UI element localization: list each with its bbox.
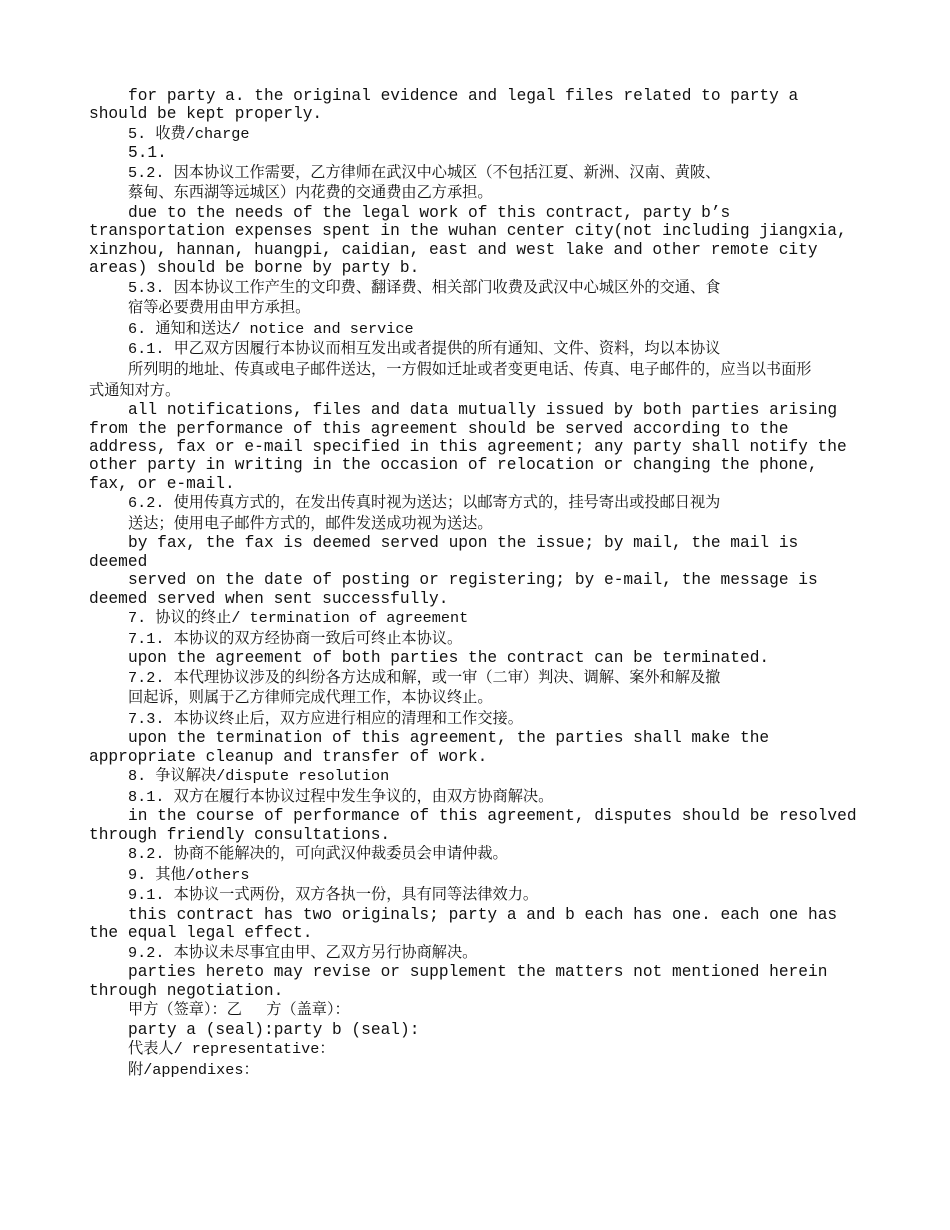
document-line: areas) should be borne by party b. — [89, 259, 420, 278]
document-line: by fax, the fax is deemed served upon the issue; by mail, the mail is — [128, 534, 799, 553]
document-line: xinzhou, hannan, huangpi, caidian, east and west lake and other remote city — [89, 240, 818, 259]
document-line: 5.3. 因本协议工作产生的文印费、翻译费、相关部门收费及武汉中心城区外的交通、食 — [128, 278, 721, 297]
document-line: fax, or e-mail. — [89, 474, 235, 493]
document-line: all notifications, files and data mutually issued by both parties arising — [128, 401, 838, 420]
document-line: 7. 协议的终止/ termination of agreement — [128, 609, 469, 628]
document-line: 9.2. 本协议未尽事宜由甲、乙双方另行协商解决。 — [128, 943, 478, 962]
document-line: 7.3. 本协议终止后，双方应进行相应的清理和工作交接。 — [128, 709, 523, 728]
document-line: 附/appendixes： — [128, 1060, 259, 1079]
document-line: 代表人/ representative： — [128, 1040, 335, 1059]
document-line: due to the needs of the legal work of this contract, party b’s — [128, 204, 731, 222]
document-line: parties hereto may revise or supplement the matters not mentioned herein — [128, 963, 828, 982]
document-line: 9.1. 本协议一式两份，双方各执一份，具有同等法律效力。 — [128, 886, 539, 905]
document-line: 7.2. 本代理协议涉及的纠纷各方达成和解，或一审（二审）判决、调解、案外和解及撤 — [128, 668, 721, 687]
document-line: 8. 争议解决/dispute resolution — [128, 767, 390, 786]
document-line: upon the agreement of both parties the contract can be terminated. — [128, 649, 770, 668]
document-line: 5.1. — [128, 144, 167, 163]
document-line: appropriate cleanup and transfer of work. — [89, 747, 488, 766]
document-line: 甲方（签章）：乙 方（盖章）： — [128, 1001, 350, 1020]
document-line: 8.2. 协商不能解决的，可向武汉仲裁委员会申请仲裁。 — [128, 845, 508, 864]
document-body — [89, 87, 879, 1080]
document-line: in the course of performance of this agreement, disputes should be resolved — [128, 807, 857, 826]
document-line: 6. 通知和送达/ notice and service — [128, 319, 414, 338]
document-line: 6.1. 甲乙双方因履行本协议而相互发出或者提供的所有通知、文件、资料，均以本协议 — [128, 340, 721, 359]
document-line: 5.2. 因本协议工作需要，乙方律师在武汉中心城区（不包括江夏、新洲、汉南、黄陂、 — [128, 163, 721, 182]
document-line: 8.1. 双方在履行本协议过程中发生争议的，由双方协商解决。 — [128, 787, 554, 806]
document-line: transportation expenses spent in the wuhan center city(not including jiangxia, — [89, 222, 847, 241]
document-line: deemed served when sent successfully. — [89, 589, 449, 608]
document-page — [89, 87, 879, 1080]
document-line: through negotiation. — [89, 981, 284, 1000]
document-line: 蔡甸、东西湖等远城区）内花费的交通费由乙方承担。 — [128, 184, 493, 203]
document-line: through friendly consultations. — [89, 825, 391, 844]
document-line: address, fax or e-mail specified in this agreement; any party shall notify the — [89, 438, 847, 456]
document-line: deemed — [89, 552, 148, 571]
document-line: 所列明的地址、传真或电子邮件送达，一方假如迁址或者变更电话、传真、电子邮件的，应当以书面形 — [128, 361, 812, 379]
document-line: the equal legal effect. — [89, 924, 313, 943]
document-line: from the performance of this agreement should be served according to the — [89, 419, 789, 438]
document-line: upon the termination of this agreement, the parties shall make the — [128, 729, 770, 748]
document-line: 宿等必要费用由甲方承担。 — [128, 299, 311, 318]
document-line: other party in writing in the occasion of relocation or changing the phone, — [89, 456, 818, 475]
document-line: 6.2. 使用传真方式的，在发出传真时视为送达；以邮寄方式的，挂号寄出或投邮日视为 — [128, 494, 721, 513]
document-line: 送达；使用电子邮件方式的，邮件发送成功视为送达。 — [128, 514, 493, 533]
document-line: 回起诉，则属于乙方律师完成代理工作，本协议终止。 — [128, 689, 493, 708]
document-line: should be kept properly. — [89, 105, 323, 124]
document-line: 5. 收费/charge — [128, 124, 250, 143]
document-line: party a (seal):party b (seal): — [128, 1020, 420, 1039]
document-line: 9. 其他/others — [128, 865, 250, 884]
document-line: 7.1. 本协议的双方经协商一致后可终止本协议。 — [128, 629, 463, 648]
document-line: 式通知对方。 — [89, 381, 181, 400]
document-line: served on the date of posting or registering; by e-mail, the message is — [128, 571, 818, 590]
document-line: this contract has two originals; party a and b each has one. each one has — [128, 906, 838, 924]
document-line: for party a. the original evidence and legal files related to party a — [128, 87, 799, 105]
